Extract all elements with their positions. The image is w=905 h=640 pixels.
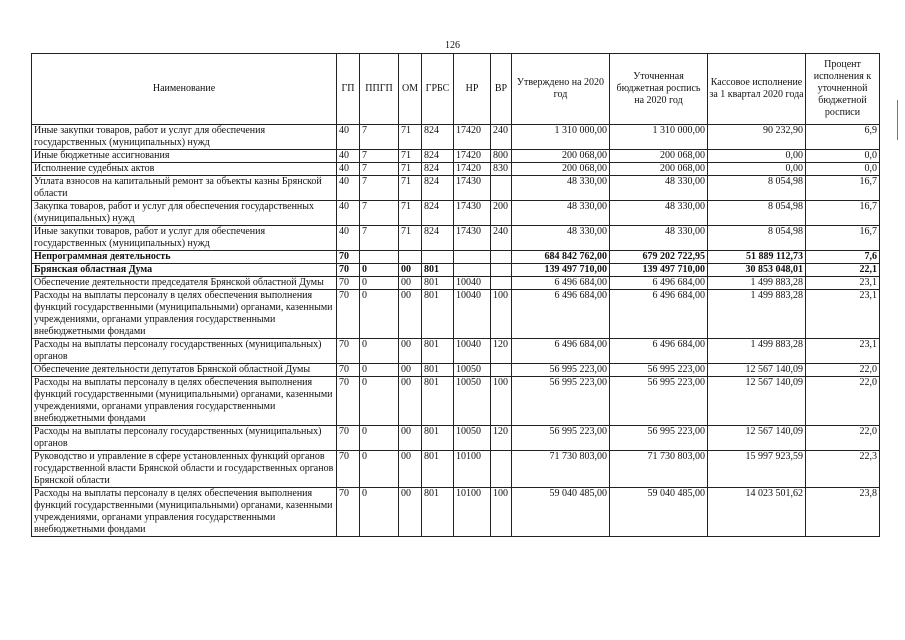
cell-grbs: 801: [422, 426, 454, 451]
cell-refined: 59 040 485,00: [610, 488, 708, 537]
cell-refined: 71 730 803,00: [610, 451, 708, 488]
cell-name: Расходы на выплаты персоналу в целях обеспечения выполнения функций государственными (муниципальными) органами, казенными учреждениями, органами управления государственными внебюджетными фондами: [32, 290, 337, 339]
cell-om: 00: [399, 488, 422, 537]
cell-ppgp: 0: [360, 426, 399, 451]
header-cash: Кассовое исполнение за 1 квартал 2020 года: [708, 54, 806, 125]
cell-np: 10050: [454, 377, 491, 426]
cell-percent: 22,0: [806, 377, 880, 426]
cell-name: Непрограммная деятельность: [32, 251, 337, 264]
cell-cash: 15 997 923,59: [708, 451, 806, 488]
cell-om: 71: [399, 150, 422, 163]
cell-cash: 90 232,90: [708, 125, 806, 150]
cell-approved: 684 842 762,00: [512, 251, 610, 264]
cell-approved: 48 330,00: [512, 176, 610, 201]
cell-percent: 7,6: [806, 251, 880, 264]
cell-name: Обеспечение деятельности председателя Брянской областной Думы: [32, 277, 337, 290]
cell-ppgp: 0: [360, 451, 399, 488]
cell-vr: [491, 264, 512, 277]
cell-ppgp: 0: [360, 264, 399, 277]
cell-percent: 16,7: [806, 201, 880, 226]
cell-om: 71: [399, 201, 422, 226]
cell-gp: 70: [337, 426, 360, 451]
cell-vr: 100: [491, 488, 512, 537]
cell-cash: 30 853 048,01: [708, 264, 806, 277]
cell-ppgp: 7: [360, 201, 399, 226]
cell-grbs: 801: [422, 451, 454, 488]
cell-ppgp: 0: [360, 377, 399, 426]
cell-refined: 56 995 223,00: [610, 377, 708, 426]
cell-grbs: 801: [422, 339, 454, 364]
cell-om: 00: [399, 451, 422, 488]
scan-margin-mark: [897, 100, 899, 140]
cell-refined: 48 330,00: [610, 226, 708, 251]
table-row: [32, 176, 880, 201]
cell-gp: 40: [337, 150, 360, 163]
cell-grbs: [422, 251, 454, 264]
cell-cash: 12 567 140,09: [708, 426, 806, 451]
cell-vr: [491, 277, 512, 290]
table-row: [32, 290, 880, 339]
cell-vr: 800: [491, 150, 512, 163]
cell-name: Иные бюджетные ассигнования: [32, 150, 337, 163]
cell-cash: 0,00: [708, 163, 806, 176]
cell-vr: 100: [491, 377, 512, 426]
cell-vr: 240: [491, 226, 512, 251]
cell-name: Исполнение судебных актов: [32, 163, 337, 176]
cell-np: 10040: [454, 290, 491, 339]
cell-cash: 0,00: [708, 150, 806, 163]
table-row: [32, 339, 880, 364]
cell-name: Расходы на выплаты персоналу в целях обеспечения выполнения функций государственными (муниципальными) органами, казенными учреждениями, органами управления государственными внебюджетными фондами: [32, 377, 337, 426]
cell-refined: 200 068,00: [610, 150, 708, 163]
cell-percent: 23,1: [806, 339, 880, 364]
cell-refined: 6 496 684,00: [610, 290, 708, 339]
cell-grbs: 824: [422, 201, 454, 226]
cell-om: 00: [399, 290, 422, 339]
header-ppgp: ППГП: [360, 54, 399, 125]
cell-name: Иные закупки товаров, работ и услуг для обеспечения государственных (муниципальных) нужд: [32, 125, 337, 150]
table-row: [32, 277, 880, 290]
table-body: [32, 125, 880, 537]
cell-om: 00: [399, 426, 422, 451]
cell-approved: 200 068,00: [512, 150, 610, 163]
cell-gp: 70: [337, 451, 360, 488]
cell-cash: 1 499 883,28: [708, 277, 806, 290]
cell-om: 00: [399, 277, 422, 290]
cell-gp: 70: [337, 264, 360, 277]
cell-grbs: 824: [422, 125, 454, 150]
cell-vr: [491, 451, 512, 488]
cell-om: 00: [399, 377, 422, 426]
cell-ppgp: 7: [360, 150, 399, 163]
cell-ppgp: 0: [360, 488, 399, 537]
cell-name: Расходы на выплаты персоналу государственных (муниципальных) органов: [32, 426, 337, 451]
cell-np: [454, 264, 491, 277]
cell-approved: 200 068,00: [512, 163, 610, 176]
cell-grbs: 824: [422, 163, 454, 176]
cell-percent: 0,0: [806, 150, 880, 163]
cell-cash: 1 499 883,28: [708, 290, 806, 339]
cell-grbs: 824: [422, 150, 454, 163]
cell-approved: 6 496 684,00: [512, 339, 610, 364]
cell-approved: 6 496 684,00: [512, 290, 610, 339]
cell-ppgp: 7: [360, 163, 399, 176]
cell-approved: 1 310 000,00: [512, 125, 610, 150]
cell-percent: 22,3: [806, 451, 880, 488]
cell-ppgp: 7: [360, 176, 399, 201]
cell-approved: 56 995 223,00: [512, 426, 610, 451]
cell-grbs: 801: [422, 290, 454, 339]
cell-gp: 70: [337, 364, 360, 377]
cell-refined: 139 497 710,00: [610, 264, 708, 277]
cell-vr: 240: [491, 125, 512, 150]
cell-np: 10050: [454, 426, 491, 451]
table-row: [32, 426, 880, 451]
cell-ppgp: 0: [360, 364, 399, 377]
cell-gp: 40: [337, 201, 360, 226]
cell-approved: 48 330,00: [512, 201, 610, 226]
cell-approved: 56 995 223,00: [512, 364, 610, 377]
cell-refined: 6 496 684,00: [610, 339, 708, 364]
cell-refined: 679 202 722,95: [610, 251, 708, 264]
cell-gp: 70: [337, 339, 360, 364]
cell-np: 10040: [454, 339, 491, 364]
cell-refined: 56 995 223,00: [610, 364, 708, 377]
cell-gp: 40: [337, 163, 360, 176]
table-row: [32, 377, 880, 426]
cell-cash: 12 567 140,09: [708, 364, 806, 377]
cell-vr: [491, 251, 512, 264]
cell-om: 71: [399, 176, 422, 201]
cell-percent: 23,8: [806, 488, 880, 537]
header-approved: Утверждено на 2020 год: [512, 54, 610, 125]
cell-refined: 56 995 223,00: [610, 426, 708, 451]
table-header-row: [32, 54, 880, 125]
cell-gp: 40: [337, 125, 360, 150]
cell-vr: 200: [491, 201, 512, 226]
cell-np: 10040: [454, 277, 491, 290]
cell-om: [399, 251, 422, 264]
cell-refined: 48 330,00: [610, 201, 708, 226]
table-row: [32, 488, 880, 537]
cell-ppgp: 7: [360, 125, 399, 150]
cell-name: Расходы на выплаты персоналу государственных (муниципальных) органов: [32, 339, 337, 364]
header-percent: Процент исполнения к уточненной бюджетной росписи: [806, 54, 880, 125]
cell-name: Закупка товаров, работ и услуг для обеспечения государственных (муниципальных) нужд: [32, 201, 337, 226]
cell-grbs: 824: [422, 176, 454, 201]
cell-cash: 14 023 501,62: [708, 488, 806, 537]
table-row: [32, 201, 880, 226]
cell-percent: 22,0: [806, 426, 880, 451]
cell-name: Уплата взносов на капитальный ремонт за объекты казны Брянской области: [32, 176, 337, 201]
cell-percent: 22,1: [806, 264, 880, 277]
cell-np: [454, 251, 491, 264]
cell-np: 17430: [454, 176, 491, 201]
cell-approved: 48 330,00: [512, 226, 610, 251]
cell-grbs: 801: [422, 277, 454, 290]
cell-om: 71: [399, 226, 422, 251]
cell-gp: 70: [337, 277, 360, 290]
cell-vr: [491, 176, 512, 201]
table-row: [32, 226, 880, 251]
cell-name: Руководство и управление в сфере установленных функций органов государственной власти Брянской области и государственных органов Брянской области: [32, 451, 337, 488]
header-om: ОМ: [399, 54, 422, 125]
cell-grbs: 801: [422, 364, 454, 377]
cell-name: Обеспечение деятельности депутатов Брянской областной Думы: [32, 364, 337, 377]
cell-ppgp: 0: [360, 339, 399, 364]
cell-gp: 40: [337, 226, 360, 251]
cell-gp: 70: [337, 251, 360, 264]
cell-vr: [491, 364, 512, 377]
table-row: [32, 264, 880, 277]
cell-percent: 16,7: [806, 226, 880, 251]
cell-percent: 23,1: [806, 277, 880, 290]
cell-np: 10050: [454, 364, 491, 377]
cell-approved: 59 040 485,00: [512, 488, 610, 537]
header-refined: Уточненная бюджетная роспись на 2020 год: [610, 54, 708, 125]
table-row: [32, 251, 880, 264]
cell-grbs: 801: [422, 488, 454, 537]
table-row: [32, 364, 880, 377]
cell-cash: 12 567 140,09: [708, 377, 806, 426]
cell-np: 17420: [454, 163, 491, 176]
cell-ppgp: 7: [360, 226, 399, 251]
cell-refined: 200 068,00: [610, 163, 708, 176]
cell-gp: 70: [337, 488, 360, 537]
table-row: [32, 163, 880, 176]
cell-vr: 100: [491, 290, 512, 339]
cell-name: Иные закупки товаров, работ и услуг для обеспечения государственных (муниципальных) нужд: [32, 226, 337, 251]
cell-approved: 139 497 710,00: [512, 264, 610, 277]
cell-percent: 23,1: [806, 290, 880, 339]
table-row: [32, 150, 880, 163]
cell-approved: 6 496 684,00: [512, 277, 610, 290]
cell-grbs: 801: [422, 377, 454, 426]
cell-np: 17420: [454, 125, 491, 150]
cell-ppgp: 0: [360, 290, 399, 339]
cell-om: 71: [399, 163, 422, 176]
cell-np: 17420: [454, 150, 491, 163]
cell-gp: 40: [337, 176, 360, 201]
cell-gp: 70: [337, 290, 360, 339]
cell-om: 00: [399, 264, 422, 277]
cell-grbs: 801: [422, 264, 454, 277]
budget-table: [31, 53, 880, 537]
cell-np: 17430: [454, 226, 491, 251]
cell-gp: 70: [337, 377, 360, 426]
table-row: [32, 125, 880, 150]
cell-cash: 8 054,98: [708, 226, 806, 251]
cell-om: 00: [399, 364, 422, 377]
cell-percent: 6,9: [806, 125, 880, 150]
cell-vr: 120: [491, 339, 512, 364]
header-vr: ВР: [491, 54, 512, 125]
cell-name: Брянская областная Дума: [32, 264, 337, 277]
cell-np: 10100: [454, 451, 491, 488]
cell-vr: 830: [491, 163, 512, 176]
cell-percent: 0,0: [806, 163, 880, 176]
cell-cash: 8 054,98: [708, 176, 806, 201]
table-row: [32, 451, 880, 488]
header-name: Наименование: [32, 54, 337, 125]
cell-cash: 8 054,98: [708, 201, 806, 226]
cell-ppgp: 0: [360, 277, 399, 290]
cell-om: 00: [399, 339, 422, 364]
cell-vr: 120: [491, 426, 512, 451]
cell-refined: 6 496 684,00: [610, 277, 708, 290]
cell-name: Расходы на выплаты персоналу в целях обеспечения выполнения функций государственными (муниципальными) органами, казенными учреждениями, органами управления государственными внебюджетными фондами: [32, 488, 337, 537]
cell-om: 71: [399, 125, 422, 150]
cell-percent: 16,7: [806, 176, 880, 201]
cell-approved: 56 995 223,00: [512, 377, 610, 426]
header-grbs: ГРБС: [422, 54, 454, 125]
page-number: 126: [445, 40, 460, 51]
cell-np: 17430: [454, 201, 491, 226]
cell-refined: 48 330,00: [610, 176, 708, 201]
header-np: НР: [454, 54, 491, 125]
cell-percent: 22,0: [806, 364, 880, 377]
cell-grbs: 824: [422, 226, 454, 251]
cell-cash: 1 499 883,28: [708, 339, 806, 364]
cell-approved: 71 730 803,00: [512, 451, 610, 488]
cell-refined: 1 310 000,00: [610, 125, 708, 150]
cell-cash: 51 889 112,73: [708, 251, 806, 264]
header-gp: ГП: [337, 54, 360, 125]
cell-ppgp: [360, 251, 399, 264]
cell-np: 10100: [454, 488, 491, 537]
